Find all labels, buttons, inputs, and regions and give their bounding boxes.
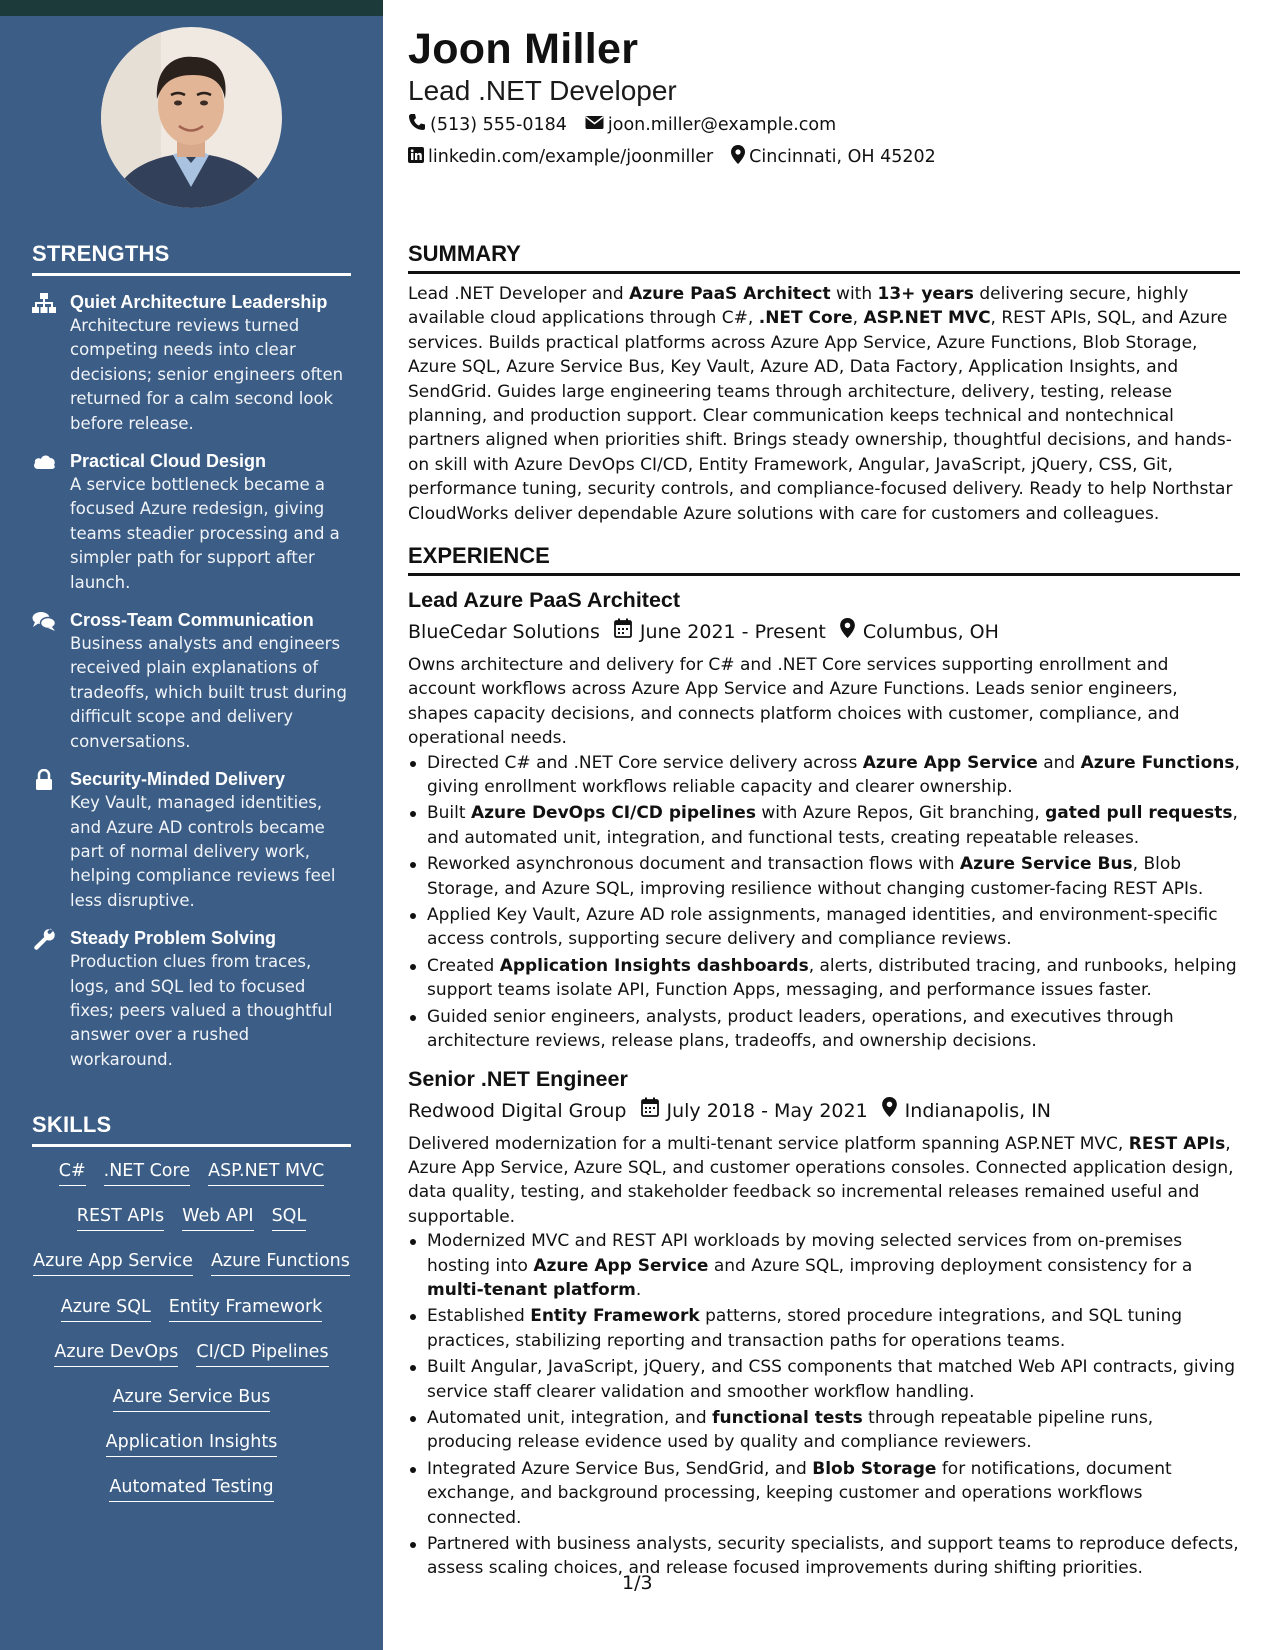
text-run: with: [830, 284, 878, 304]
job-location-text: Columbus, OH: [862, 621, 999, 643]
summary-section: [408, 241, 1240, 526]
emphasized-text: Azure Service Bus: [959, 854, 1133, 875]
job-bullet: [408, 903, 1240, 952]
calendar-icon: [641, 1096, 667, 1126]
job-description: Owns architecture and delivery for C# and .NET Core services supporting enrollment and account workflows across Azure App Service and Azure Functions. Leads senior engineers, shapes capacity decisions, and connects platform choices with customer, compliance, and operational needs.: [408, 655, 1180, 749]
skills-list: [32, 1159, 351, 1521]
strength-title: Cross-Team Communication: [70, 610, 314, 631]
emphasized-text: REST APIs: [1128, 1133, 1226, 1154]
emphasized-text: Azure DevOps CI/CD pipelines: [470, 803, 756, 824]
text-run: and: [1037, 752, 1081, 773]
contact-row: [408, 145, 954, 169]
sidebar: [0, 0, 383, 1650]
skills-section: [32, 1112, 351, 1521]
strengths-list: [32, 290, 351, 1072]
strength-item: [32, 290, 351, 436]
job-meta: [408, 617, 1240, 647]
text-run: Partnered with business analysts, security specialists, and support teams to reproduce defects, assess scaling choices, and release focused improvements during shifting priorities.: [427, 1534, 1239, 1579]
emphasized-text: Blob Storage: [812, 1458, 937, 1479]
job-location: [882, 1096, 1051, 1126]
emphasized-text: Azure App Service: [862, 752, 1038, 773]
location-text: Cincinnati, OH 45202: [749, 147, 936, 167]
text-run: Modernized MVC and REST API workloads by moving selected services from on-premises hosting into: [427, 1231, 1183, 1276]
skill-tag: Azure Service Bus: [113, 1385, 271, 1412]
strength-item: [32, 449, 351, 595]
skill-row: [32, 1430, 351, 1475]
text-run: Built Angular, JavaScript, jQuery, and CSS components that matched Web API contracts, giving service staff clearer validation and smoother workflow handling.: [427, 1357, 1235, 1402]
job-title: Lead Azure PaaS Architect: [408, 588, 681, 612]
job-bullet: [408, 1457, 1240, 1530]
strength-title: Quiet Architecture Leadership: [70, 292, 328, 312]
experience-section: [408, 543, 1240, 1583]
text-run: Established: [427, 1306, 531, 1327]
emphasized-text: gated pull requests: [1045, 803, 1233, 824]
skill-tag: .NET Core: [104, 1159, 190, 1186]
job-bullet-list: [408, 1229, 1240, 1581]
job-title: Senior .NET Engineer: [408, 1066, 628, 1091]
text-run: Automated unit, integration, and: [427, 1407, 713, 1428]
skill-tag: Web API: [182, 1204, 253, 1231]
job-description: [408, 1132, 1240, 1230]
text-run: , alerts, distributed tracing, and runbooks, helping support teams isolate API, Function Apps, messaging, and performance issues faster.: [427, 955, 1237, 1001]
skills-heading: SKILLS: [32, 1112, 351, 1147]
strength-item: [32, 608, 351, 754]
email-contact[interactable]: [585, 115, 836, 135]
job-bullet-list: [408, 751, 1240, 1054]
text-run: Created: [427, 955, 500, 976]
job-bullet: [408, 1229, 1240, 1302]
text-run: Guided senior engineers, analysts, product leaders, operations, and executives through architecture reviews, release plans, tradeoffs, and ownership decisions.: [427, 1006, 1174, 1052]
text-run: and Azure SQL, improving deployment consistency for a: [708, 1255, 1193, 1276]
profile-photo: [101, 27, 282, 208]
experience-heading: EXPERIENCE: [408, 543, 1240, 576]
envelope-icon: [585, 115, 608, 135]
map-marker-icon: [731, 145, 749, 169]
skill-row: [32, 1159, 351, 1204]
text-run: patterns, stored procedure integrations, and SQL tuning practices, stabilizing reporting and transaction paths for operations teams.: [427, 1306, 1183, 1351]
job-entry: [408, 585, 1240, 1054]
strengths-section: [32, 241, 351, 1072]
wrench-icon: [32, 928, 56, 950]
strength-description: Architecture reviews turned competing needs into clear decisions; senior engineers often returned for a calm second look before release.: [70, 316, 344, 433]
emphasized-text: Azure PaaS Architect: [629, 284, 831, 304]
skill-tag: Entity Framework: [169, 1295, 323, 1322]
text-run: , Blob Storage, and Azure SQL, improving resilience without changing customer-facing REST APIs.: [427, 854, 1204, 899]
text-run: Built: [427, 803, 471, 824]
emphasized-text: Azure Functions: [1080, 752, 1235, 773]
text-run: with Azure Repos, Git branching,: [755, 803, 1046, 824]
job-bullet: [408, 852, 1240, 901]
lock-icon: [32, 769, 56, 791]
text-run: .: [635, 1279, 642, 1300]
job-dates: [641, 1096, 868, 1126]
skill-tag: Azure DevOps: [54, 1340, 178, 1367]
text-run: Integrated Azure Service Bus, SendGrid, and: [427, 1458, 813, 1479]
strength-title: Steady Problem Solving: [70, 928, 277, 949]
emphasized-text: ASP.NET MVC: [863, 308, 991, 329]
strength-title: Practical Cloud Design: [70, 451, 267, 472]
strength-item: [32, 767, 351, 913]
text-run: Applied Key Vault, Azure AD role assignments, managed identities, and environment-specific access controls, supporting secure delivery and compliance reviews.: [427, 905, 1218, 950]
skill-row: [32, 1204, 351, 1249]
text-run: , and automated unit, integration, and functional tests, creating repeatable releases.: [427, 803, 1238, 848]
map-marker-icon: [840, 617, 863, 647]
emphasized-text: multi-tenant platform: [427, 1279, 636, 1300]
emphasized-text: Entity Framework: [530, 1306, 700, 1327]
text-run: through repeatable pipeline runs, producing release evidence used by quality and compliance reviewers.: [427, 1407, 1154, 1453]
phone-contact: [408, 113, 567, 136]
text-run: Directed C# and .NET Core service delivery across: [427, 752, 863, 773]
text-run: ,: [852, 308, 864, 329]
page-number: 1/3: [622, 1572, 653, 1594]
job-entry: [408, 1064, 1240, 1581]
candidate-title: Lead .NET Developer: [408, 75, 677, 106]
linkedin-icon: [408, 147, 428, 168]
skill-tag: Application Insights: [106, 1430, 278, 1457]
job-bullet: [408, 1005, 1240, 1054]
skill-tag: REST APIs: [77, 1204, 164, 1231]
candidate-name: Joon Miller: [408, 25, 639, 73]
skill-tag: SQL: [272, 1204, 307, 1231]
job-bullet: [408, 751, 1240, 800]
text-run: Reworked asynchronous document and transaction flows with: [427, 854, 960, 875]
job-bullet: [408, 1406, 1240, 1455]
strengths-heading: STRENGTHS: [32, 241, 351, 276]
skill-tag: Azure App Service: [33, 1249, 193, 1276]
text-run: , Azure App Service, Azure SQL, and customer operations consoles. Connected application design, data quality, testing, and stakeholder feedback so incremental releases remained useful and supportable.: [408, 1133, 1234, 1227]
emphasized-text: 13+ years: [877, 284, 974, 304]
text-run: for notifications, document exchange, and background processing, keeping customer and operations workflows connected.: [427, 1458, 1172, 1528]
job-location: [840, 617, 999, 647]
strength-description: A service bottleneck became a focused Azure redesign, giving teams steadier processing and a simpler path for support after launch.: [70, 475, 340, 592]
cloud-icon: [32, 451, 56, 473]
emphasized-text: .NET Core: [758, 308, 853, 329]
strength-item: [32, 926, 351, 1072]
email-text[interactable]: joon.miller@example.com: [607, 114, 837, 135]
skill-row: [32, 1340, 351, 1385]
job-bullet: [408, 954, 1240, 1003]
strength-description: Business analysts and engineers received plain explanations of tradeoffs, which built trust during difficult scope and delivery conversations.: [70, 634, 347, 751]
calendar-icon: [614, 617, 640, 647]
skill-tag: Azure SQL: [61, 1295, 151, 1322]
skill-tag: C#: [59, 1159, 86, 1186]
skill-row: [32, 1475, 351, 1520]
phone-icon: [408, 113, 430, 136]
location-contact: [731, 145, 936, 169]
strength-description: Key Vault, managed identities, and Azure AD controls became part of normal delivery work, helping compliance reviews feel less disruptive.: [70, 793, 336, 910]
emphasized-text: functional tests: [712, 1407, 863, 1428]
summary-text: [408, 282, 1240, 526]
strength-description: Production clues from traces, logs, and SQL led to focused fixes; peers valued a thoughtful answer over a rushed workaround.: [70, 952, 333, 1069]
comments-icon: [32, 610, 56, 632]
map-marker-icon: [882, 1096, 905, 1126]
skill-tag: CI/CD Pipelines: [196, 1340, 328, 1367]
job-dates-text: June 2021 - Present: [639, 621, 826, 643]
skill-row: [32, 1385, 351, 1430]
linkedin-contact[interactable]: [408, 147, 713, 168]
skill-tag: ASP.NET MVC: [208, 1159, 324, 1186]
job-location-text: Indianapolis, IN: [904, 1099, 1052, 1122]
sidebar-top-bar: [0, 0, 383, 16]
contact-row: [408, 113, 854, 136]
company-name: BlueCedar Solutions: [408, 621, 600, 643]
job-dates-text: July 2018 - May 2021: [666, 1099, 868, 1122]
job-bullet: [408, 1355, 1240, 1404]
text-run: , giving enrollment workflows reliable capacity and clearer ownership.: [427, 752, 1240, 798]
linkedin-text[interactable]: linkedin.com/example/joonmiller: [428, 147, 714, 167]
summary-heading: SUMMARY: [408, 241, 1240, 274]
strength-title: Security-Minded Delivery: [70, 769, 286, 790]
text-run: , REST APIs, SQL, and Azure services. Builds practical platforms across Azure App Service, Azure Functions, Blob Storage, Azure SQL, Azure Service Bus, Key Vault, Azure AD, Data Factory, Application Insights, and SendGrid. Guides large engineering teams through architecture, delivery, testing, release planning, and production support. Clear communication keeps technical and nontechnical partners aligned when priorities shift. Brings steady ownership, thoughtful decisions, and hands-on skill with Azure DevOps CI/CD, Entity Framework, Angular, JavaScript, jQuery, CSS, Git, performance tuning, security controls, and compliance-focused delivery. Ready to help Northstar CloudWorks deliver dependable Azure solutions with care for customers and colleagues.: [408, 308, 1233, 524]
job-dates: [614, 617, 826, 647]
skill-tag: Automated Testing: [109, 1475, 273, 1502]
company-name: Redwood Digital Group: [408, 1099, 627, 1122]
job-meta: [408, 1096, 1240, 1126]
sitemap-icon: [32, 292, 56, 314]
skill-row: [32, 1249, 351, 1294]
job-bullet: [408, 1532, 1240, 1581]
skill-tag: Azure Functions: [211, 1249, 350, 1276]
emphasized-text: Application Insights dashboards: [499, 955, 809, 976]
text-run: Delivered modernization for a multi-tenant service platform spanning ASP.NET MVC,: [408, 1133, 1129, 1154]
skill-row: [32, 1295, 351, 1340]
job-bullet: [408, 801, 1240, 850]
job-bullet: [408, 1304, 1240, 1353]
text-run: delivering secure, highly available cloud applications through C#,: [408, 284, 1189, 329]
emphasized-text: Azure App Service: [533, 1255, 709, 1276]
phone-text: (513) 555-0184: [430, 114, 567, 135]
text-run: Lead .NET Developer and: [408, 284, 630, 304]
